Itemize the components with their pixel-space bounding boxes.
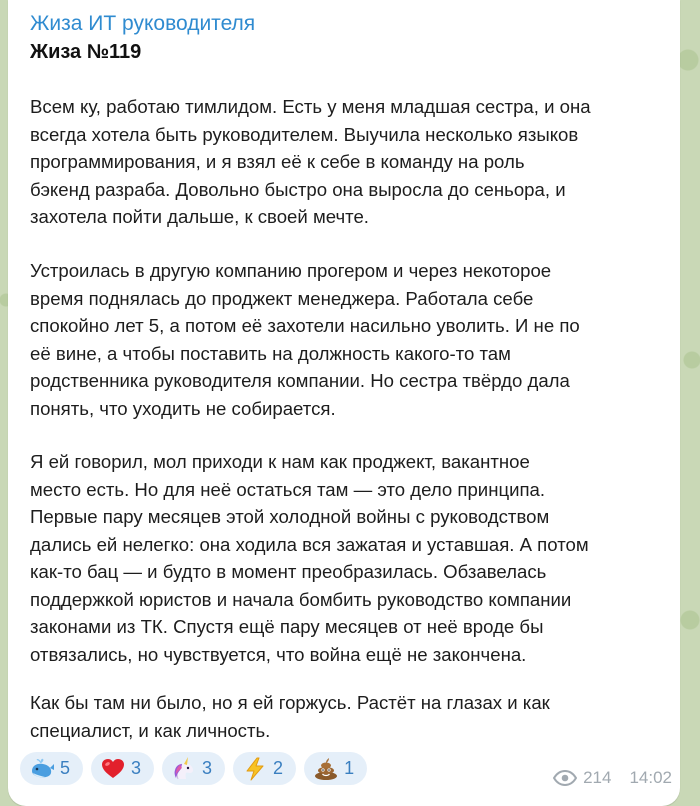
reaction-poop[interactable] [304,752,367,785]
text-line: Всем ку, работаю тимлидом. Есть у меня младшая сестра, и она [30,96,591,117]
eye-icon [553,770,577,786]
text-line: Первые пару месяцев этой холодной войны с руководством [30,506,550,527]
reaction-count: 3 [202,758,213,778]
view-count: 214 [583,768,612,787]
reaction-whale[interactable] [20,752,83,785]
paragraph-2 [30,257,680,422]
lightning-icon [242,756,268,782]
heart-icon [100,756,126,782]
reaction-heart[interactable] [91,752,154,785]
message-time: 14:02 [629,768,672,787]
text-line: Устроилась в другую компанию прогером и через некоторое [30,260,552,281]
text-line: её вине, а чтобы поставить на должность какого-то там [30,342,511,364]
post-title: Жиза №119 [30,41,142,63]
reaction-count: 5 [60,758,71,778]
text-line: время поднялась до проджект менеджера. Работала себе [30,287,534,309]
text-line: бэкенд разраба. Довольно быстро она выросла до сеньора, и [30,178,566,200]
text-line: дались ей нелегко: она ходила вся зажатая и уставшая. А потом [30,533,589,555]
text-line: Я ей говорил, мол приходи к нам как проджект, вакантное [30,451,530,472]
text-line: как-то бац — и будто в момент преобразилась. Обзавелась [30,561,547,582]
text-line: отвязались, но чувствуется, что война ещё не закончена. [30,643,527,665]
paragraph-4 [30,689,680,744]
text-line: захотела пойти дальше, к своей мечте. [30,206,369,227]
reaction-count: 2 [273,758,284,778]
text-line: законами из ТК. Спустя ещё пару месяцев от неё вроде бы [30,616,544,637]
paragraph-1 [30,93,680,231]
text-line: специалист, и как личность. [30,719,271,741]
message-meta [553,768,672,788]
reactions-bar [20,752,367,785]
unicorn-icon [171,756,197,782]
text-line: спокойно лет 5, а потом её захотели насильно уволить. И не по [30,315,580,336]
reaction-lightning[interactable] [233,752,296,785]
text-line: программирования, и я взял её к себе в команду на роль [30,151,525,172]
text-line: родственника руководителя компании. Но сестра твёрдо дала [30,370,570,391]
text-line: место есть. Но для неё остаться там — это дело принципа. [30,478,546,500]
text-line: поддержкой юристов и начала бомбить руководство компании [30,588,572,610]
text-line: понять, что уходить не собирается. [30,397,336,419]
reaction-count: 1 [344,758,355,778]
paragraph-3 [30,448,680,668]
message-bubble [8,0,680,806]
text-line: всегда хотела быть руководителем. Выучила несколько языков [30,123,579,145]
reaction-count: 3 [131,758,142,778]
reaction-unicorn[interactable] [162,752,225,785]
whale-icon [29,756,55,782]
text-line: Как бы там ни было, но я ей горжусь. Растёт на глазах и как [30,692,550,713]
channel-name[interactable]: Жиза ИТ руководителя [30,12,256,35]
poop-icon [313,756,339,782]
